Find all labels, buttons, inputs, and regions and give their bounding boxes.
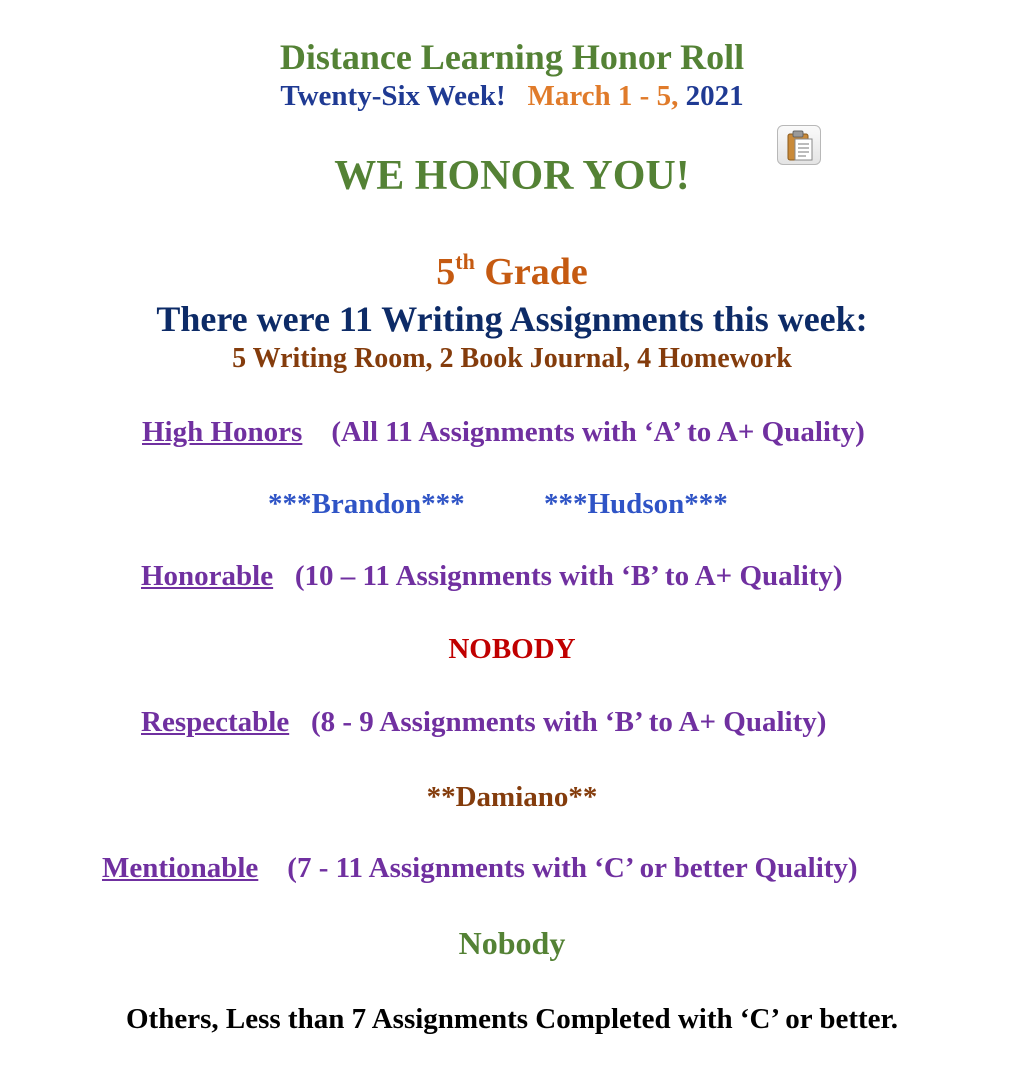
student-name: ***Hudson*** xyxy=(544,488,728,520)
grade-heading xyxy=(0,250,1024,294)
assignments-summary: There were 11 Writing Assignments this week: xyxy=(156,299,868,339)
mentionable-students: Nobody xyxy=(458,925,566,961)
mentionable-criteria: (7 - 11 Assignments with ‘C’ or better Quality) xyxy=(287,852,858,884)
student-name: ***Brandon*** xyxy=(268,488,465,520)
honorable-row xyxy=(141,560,843,593)
grade-label: Grade xyxy=(474,251,588,293)
respectable-heading: Respectable xyxy=(141,706,290,738)
assignments-breakdown: 5 Writing Room, 2 Book Journal, 4 Homework xyxy=(232,343,792,374)
week-label: Twenty-Six Week! xyxy=(280,80,506,112)
page-title: Distance Learning Honor Roll xyxy=(279,37,745,77)
year-label: 2021 xyxy=(678,80,744,112)
respectable-criteria: (8 - 9 Assignments with ‘B’ to A+ Quality) xyxy=(310,706,827,738)
grade-number: 5 xyxy=(436,251,456,293)
high-honors-heading: High Honors xyxy=(142,416,303,448)
honorable-students: NOBODY xyxy=(448,633,576,665)
high-honors-criteria: (All 11 Assignments with ‘A’ to A+ Quality) xyxy=(331,416,865,448)
footer-note: Others, Less than 7 Assignments Completed with ‘C’ or better. xyxy=(126,1003,898,1035)
high-honors-row xyxy=(142,416,865,449)
respectable-row xyxy=(141,706,826,739)
grade-suffix: th xyxy=(455,249,475,274)
week-subtitle xyxy=(0,80,1024,113)
respectable-students: **Damiano** xyxy=(426,781,598,813)
honorable-criteria: (10 – 11 Assignments with ‘B’ to A+ Quality) xyxy=(294,560,843,592)
honor-banner: WE HONOR YOU! xyxy=(334,153,690,199)
mentionable-heading: Mentionable xyxy=(102,852,259,884)
date-range: March 1 - 5, xyxy=(527,80,679,112)
mentionable-row xyxy=(102,852,858,885)
honorable-heading: Honorable xyxy=(141,560,274,592)
